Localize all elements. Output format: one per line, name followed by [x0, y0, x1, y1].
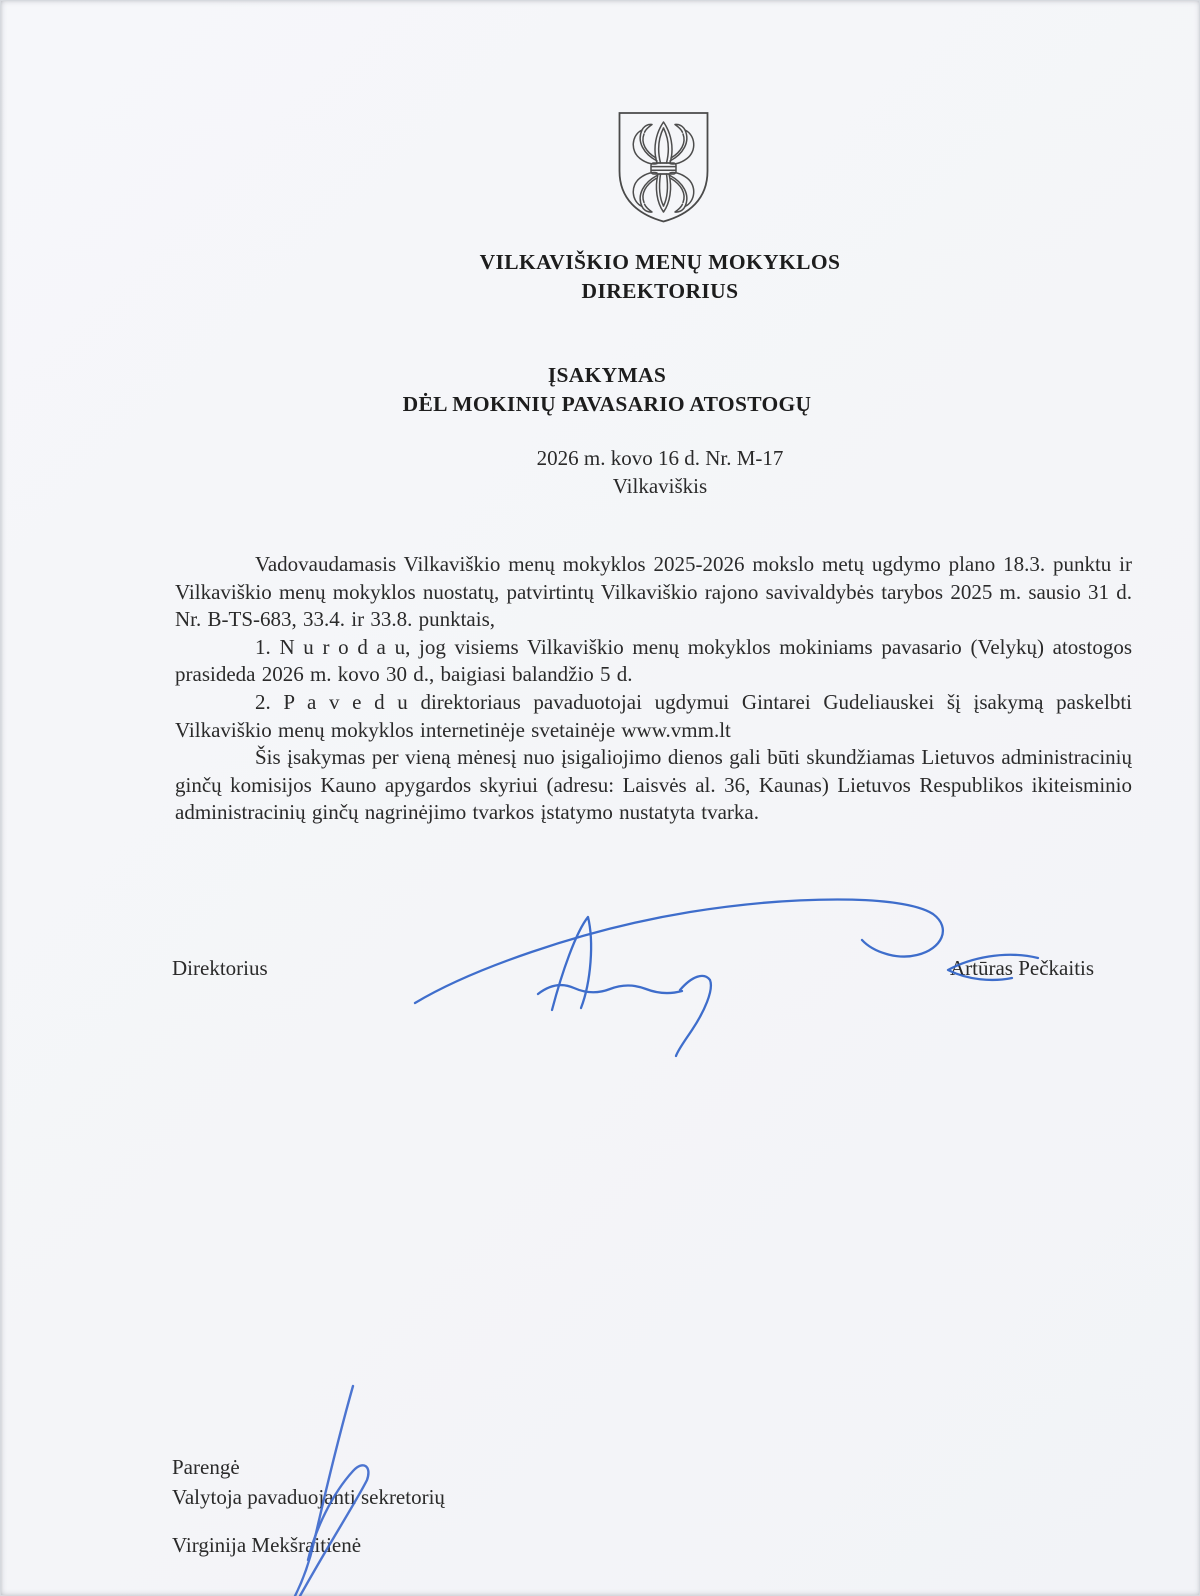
preparer-block: [172, 1452, 445, 1512]
order-title: [127, 361, 1087, 419]
prepared-label: Parengė: [172, 1455, 240, 1479]
director-role-label: Direktorius: [172, 956, 268, 980]
order-type: ĮSAKYMAS: [547, 363, 667, 387]
body-paragraph: Šis įsakymas per vieną mėnesį nuo įsigaliojimo dienos gali būti skundžiamas Lietuvos administracinių ginčų komisijos Kauno apygardos skyriui (adresu: Laisvės al. 36, Kaunas) Lietuvos Respublikos ikiteisminio administracinių ginčų nagrinėjimo tvarkos įstatymo nustatyta tvarka.: [175, 745, 1132, 825]
body-paragraph: 1. N u r o d a u, jog visiems Vilkaviškio menų mokyklos mokiniams pavasario (Velykų) atostogos prasideda 2026 m. kovo 30 d., baigiasi balandžio 5 d.: [175, 634, 1132, 687]
org-name: VILKAVIŠKIO MENŲ MOKYKLOS: [479, 250, 841, 274]
director-name: Artūras Pečkaitis: [950, 956, 1095, 980]
city: Vilkaviškis: [612, 474, 708, 498]
vilkaviskis-coat-of-arms-icon: [617, 111, 710, 224]
document-header: [180, 248, 1140, 306]
date-and-number: 2026 m. kovo 16 d. Nr. M-17: [536, 446, 784, 470]
order-subject: DĖL MOKINIŲ PAVASARIO ATOSTOGŲ: [402, 392, 812, 416]
order-body: [175, 551, 1132, 827]
preparer-name: Virginija Mekšraitienė: [172, 1533, 362, 1557]
body-paragraph: 2. P a v e d u direktoriaus pavaduotojai ugdymui Gintarei Gudeliauskei šį įsakymą paskelbti Vilkaviškio menų mokyklos internetinėje svetainėje www.vmm.lt: [175, 689, 1132, 742]
body-paragraph: Vadovaudamasis Vilkaviškio menų mokyklos 2025-2026 mokslo metų ugdymo plano 18.3. punktu ir Vilkaviškio menų mokyklos nuostatų, patvirtintų Vilkaviškio rajono savivaldybės tarybos 2025 m. sausio 31 d. Nr. B-TS-683, 33.4. ir 33.8. punktais,: [175, 552, 1132, 632]
preparer-role: Valytoja pavaduojanti sekretorių: [172, 1485, 445, 1509]
dateline: [180, 444, 1140, 500]
org-role: DIREKTORIUS: [581, 279, 739, 303]
